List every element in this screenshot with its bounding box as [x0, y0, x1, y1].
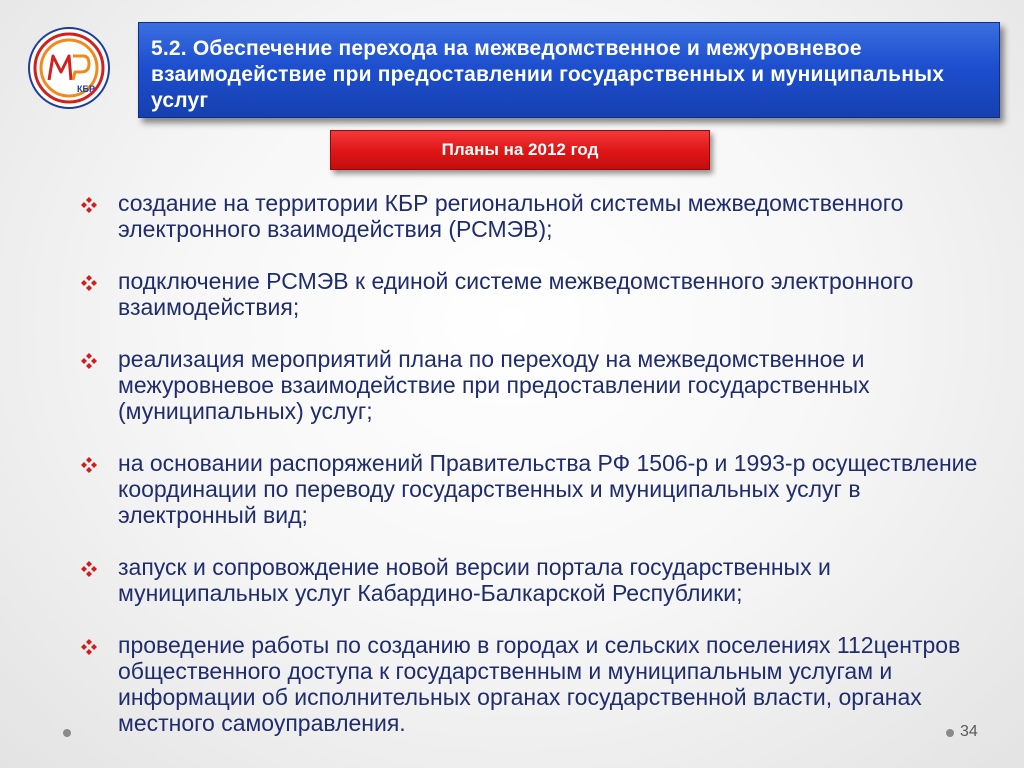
page-number: 34 — [960, 723, 978, 740]
diamond-bullet-icon — [80, 196, 98, 214]
title-banner — [138, 22, 1000, 118]
prev-slide-dot[interactable] — [63, 729, 71, 737]
diamond-bullet-icon — [80, 352, 98, 370]
diamond-bullet-icon — [80, 560, 98, 578]
list-item-text: реализация мероприятий плана по переходу на межведомственное и межуровневое взаимодействие при предоставлении государственных (муниципальных) услуг; — [118, 346, 870, 424]
bullet-list — [80, 190, 980, 736]
mfc-logo-graphic — [27, 26, 111, 110]
list-item-text: запуск и сопровождение новой версии портала государственных и муниципальных услуг Кабардино-Балкарской Республики; — [118, 554, 831, 606]
list-item-text: создание на территории КБР региональной системы межведомственного электронного взаимодействия (РСМЭВ); — [118, 190, 904, 242]
list-item — [80, 346, 980, 424]
list-item-text: подключение РСМЭВ к единой системе межведомственного электронного взаимодействия; — [118, 268, 914, 320]
list-item — [80, 190, 980, 242]
diamond-bullet-icon — [80, 274, 98, 292]
mfc-logo-icon — [27, 26, 111, 110]
diamond-bullet-icon — [80, 456, 98, 474]
list-item-text: на основании распоряжений Правительства РФ 1506-р и 1993-р осуществление координации по переводу государственных и муниципальных услуг в электронный вид; — [118, 450, 978, 528]
list-item — [80, 268, 980, 320]
logo-caption: КБР — [77, 84, 95, 94]
next-slide-dot[interactable] — [946, 729, 954, 737]
diamond-bullet-icon — [80, 638, 98, 656]
plan-badge — [330, 130, 710, 170]
list-item — [80, 450, 980, 528]
list-item — [80, 554, 980, 606]
plan-badge-label: Планы на 2012 год — [441, 140, 599, 159]
page-title: 5.2. Обеспечение перехода на межведомственное и межуровневое взаимодействие при предоставлении государственных и муниципальных услуг — [151, 37, 945, 112]
list-item — [80, 632, 980, 736]
list-item-text: проведение работы по созданию в городах и сельских поселениях 112центров общественного доступа к государственным и муниципальным услугам и информации об исполнительных органах государственной власти, органах местного самоуправления. — [118, 632, 961, 736]
